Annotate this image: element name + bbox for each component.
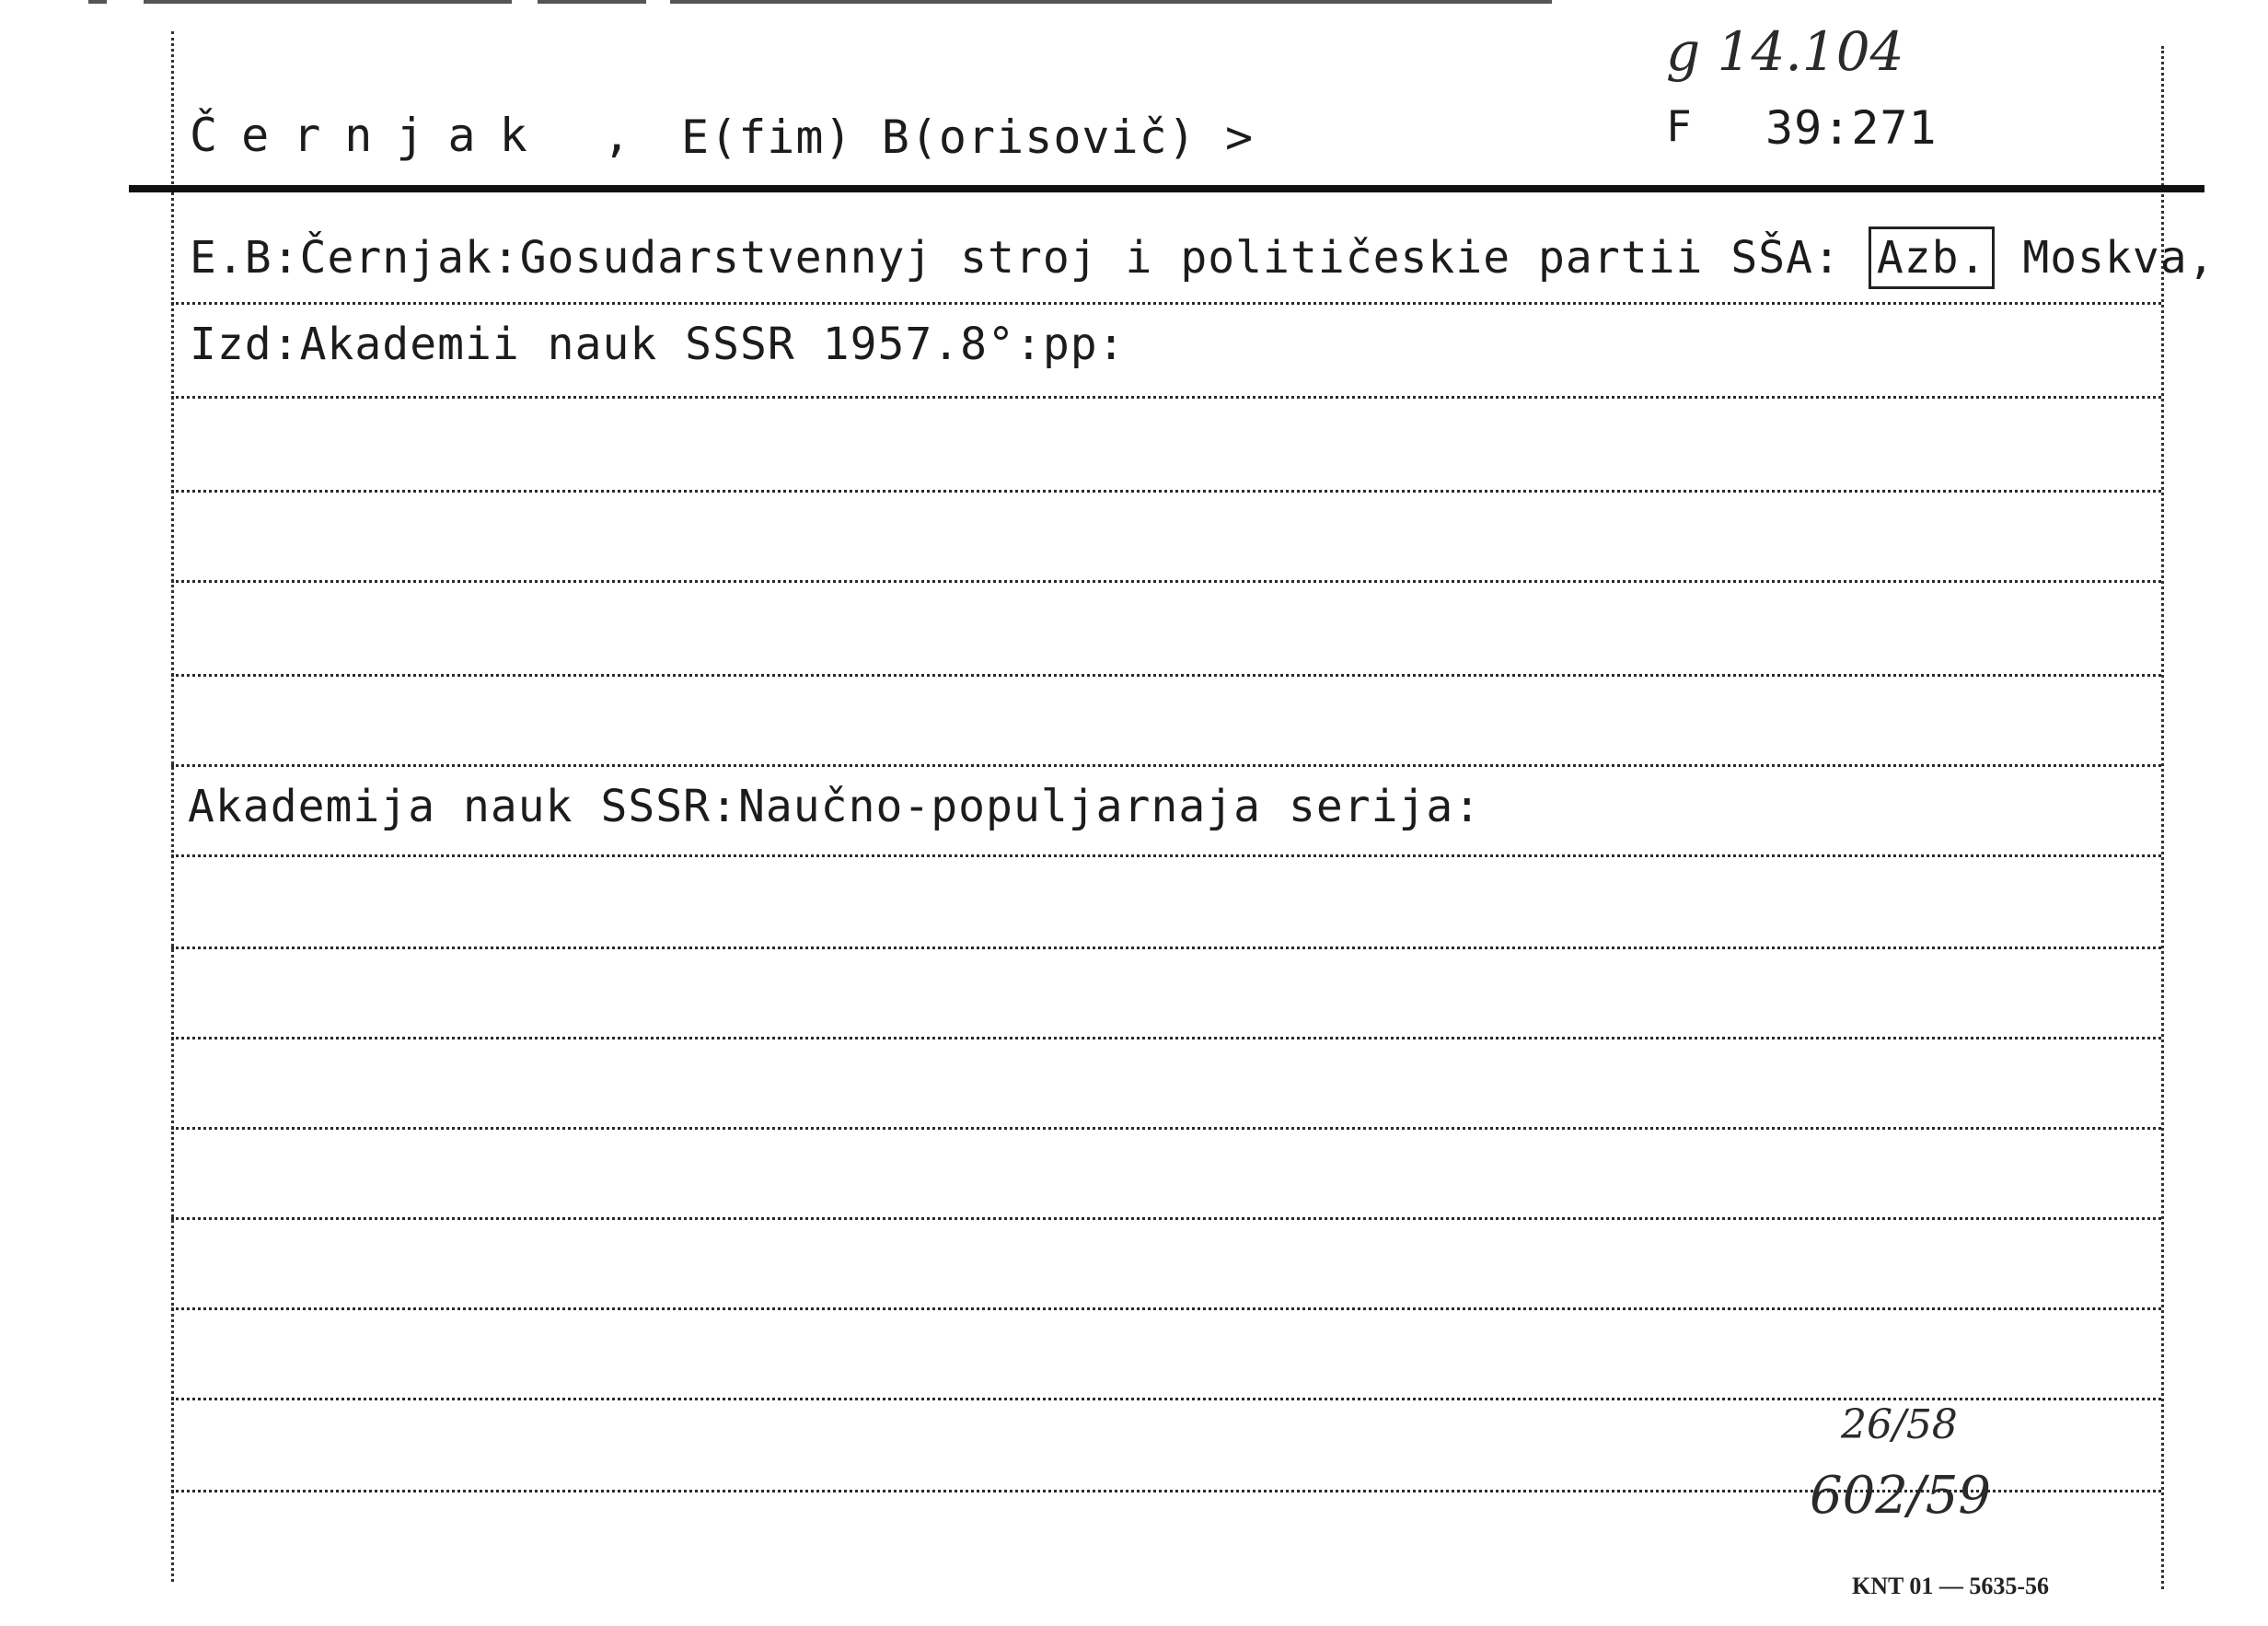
handwritten-mark: 602/59 (1810, 1466, 1992, 1526)
place-of-publication: Moskva, (2022, 232, 2216, 284)
ruled-line (171, 1127, 2161, 1130)
ruled-line (171, 580, 2161, 583)
series-statement: Akademija nauk SSSR:Naučno-populjarnaja serija: (188, 781, 1482, 832)
ruled-line (171, 1398, 2161, 1400)
left-margin-line (171, 31, 174, 1582)
header-rule (129, 185, 2204, 192)
top-edge-dash (144, 0, 512, 4)
top-edge-dash (670, 0, 1552, 4)
ruled-line (171, 1307, 2161, 1310)
author-surname: Černjak , (190, 109, 654, 162)
handwritten-accession-number: g 14.104 (1666, 20, 1904, 83)
form-code: KNT 01 — 5635-56 (1852, 1573, 2050, 1599)
title-statement-line (190, 226, 2216, 289)
handwritten-mark: 26/58 (1841, 1401, 1958, 1448)
title-statement: E.B:Černjak:Gosudarstvennyj stroj i političeskie partii SŠA: (190, 232, 1841, 284)
top-edge-dash (88, 0, 107, 4)
ruled-line (171, 764, 2161, 767)
ruled-line (171, 674, 2161, 677)
ruled-line (171, 396, 2161, 399)
author-given-names: E(fim) B(orisovič) > (681, 110, 1255, 164)
ruled-line (171, 1037, 2161, 1039)
ruled-line (171, 302, 2161, 305)
ruled-line (171, 854, 2161, 857)
ruled-line (171, 1217, 2161, 1220)
call-prefix: F (1666, 101, 1693, 151)
ruled-line (171, 947, 2161, 949)
imprint: Izd:Akademii nauk SSSR 1957.8°:pp: (190, 319, 1126, 370)
ruled-line (171, 490, 2161, 493)
script-note: Azb. (1869, 226, 1996, 289)
top-edge-dash (538, 0, 646, 4)
call-number: 39:271 (1765, 101, 1938, 155)
